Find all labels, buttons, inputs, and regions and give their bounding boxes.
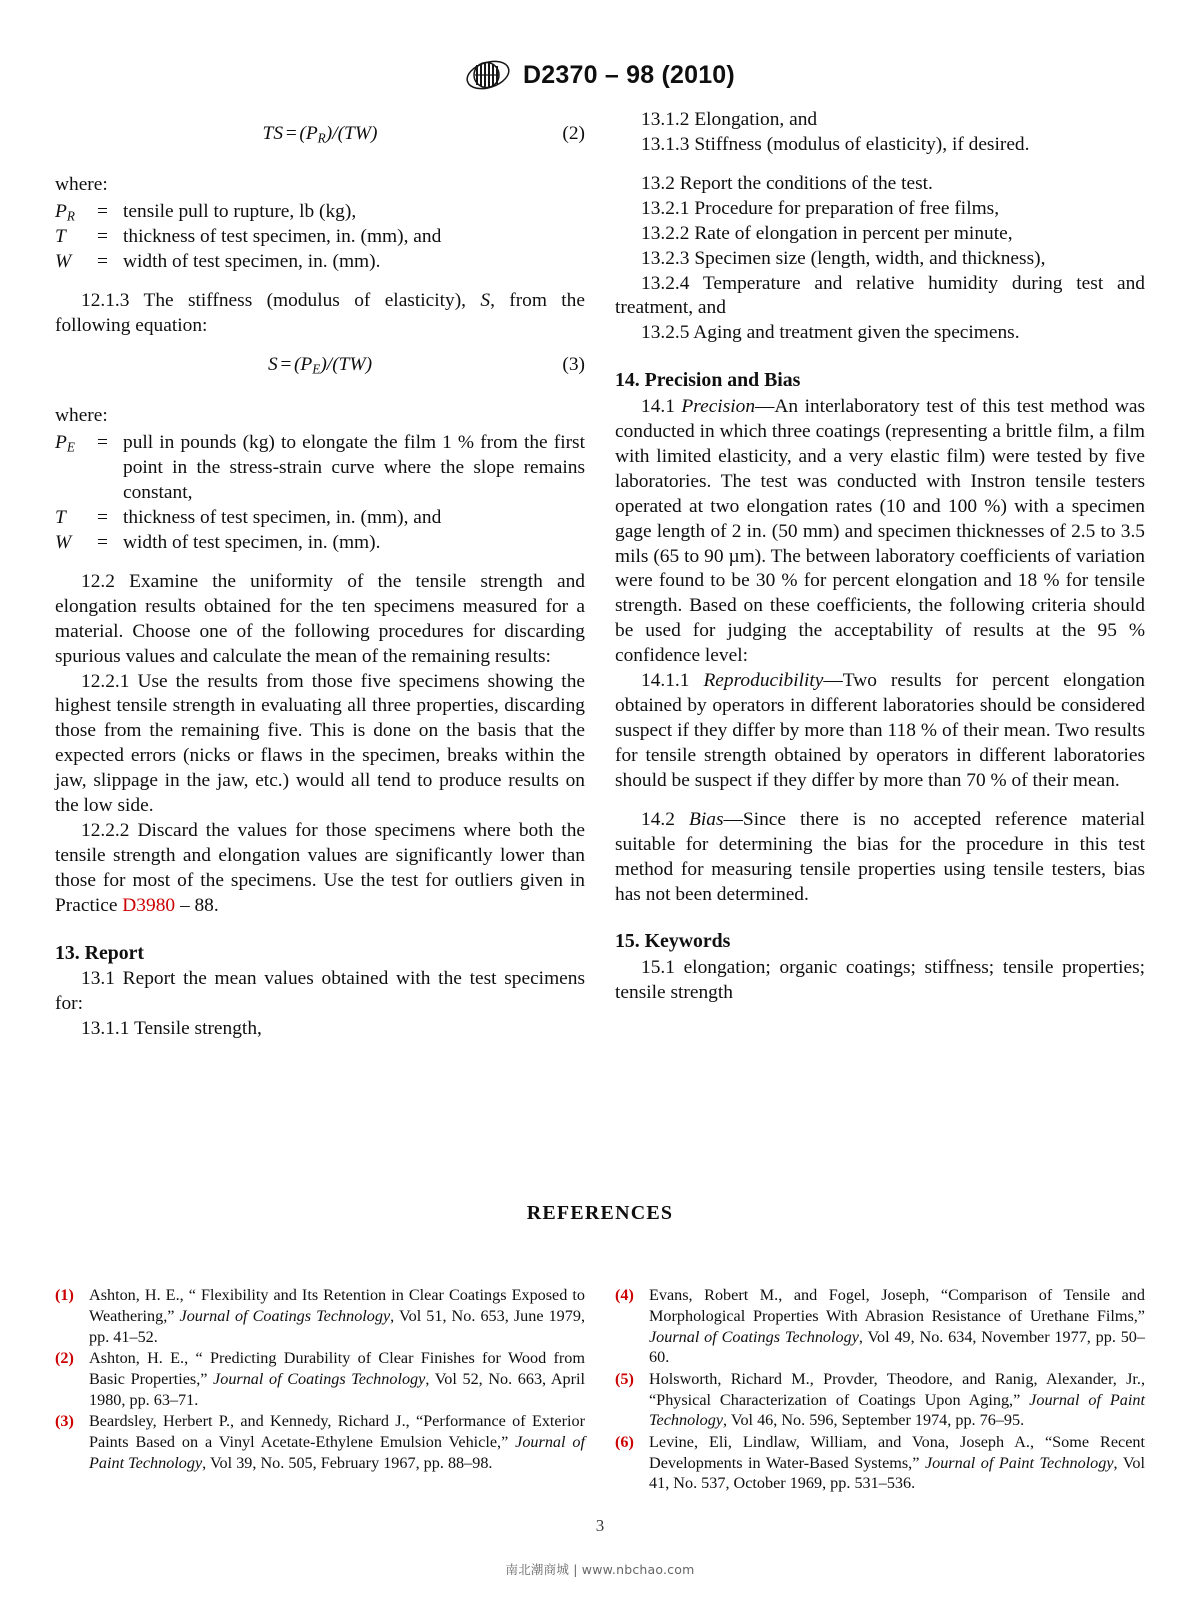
paragraph-14-1-1-term: Reproducibility — [703, 670, 824, 692]
reference-text-run: , Vol 49, No. 634, November 1977, pp. 50–60. — [649, 1327, 1145, 1367]
reference-number[interactable]: (4) — [615, 1286, 634, 1305]
reference-text-run: Evans, Robert M., and Fogel, Joseph, “Comparison of Tensile and Morphological Properties With Abrasion Resistance of Urethane Films,” — [649, 1286, 1145, 1325]
astm-logo-icon — [465, 58, 511, 92]
definition-row — [55, 250, 585, 275]
reference-journal-title: Journal of Coatings Technology — [649, 1327, 859, 1346]
reference-text — [649, 1432, 1145, 1494]
definition-text: thickness of test specimen, in. (mm), and — [123, 507, 442, 528]
paragraph-14-1 — [615, 395, 1145, 669]
left-column — [55, 108, 585, 1042]
right-column — [615, 108, 1145, 1042]
definition-row — [55, 506, 585, 531]
where-label-1: where: — [55, 174, 108, 196]
reference-journal-title: Journal of Coatings Technology — [213, 1369, 426, 1388]
watermark-footer: 南北潮商城 | www.nbchao.com — [505, 1562, 695, 1577]
reference-text-run: , Vol 51, No. 653, June 1979, pp. 41–52. — [89, 1306, 586, 1346]
paragraph-14-1-body: —An interlaboratory test of this test method was conducted in which three coatings (representing a brittle film, a film with limited elasticity, and a very elastic film) were tested by five laboratories. The test was conducted with Instron tensile testers operated at two elongation rates (10 and 100 %) with a specimen gage length of 2 in. (50 mm) and specimen thicknesses of 2.5 to 3.5 mils (65 to 90 µm). The between laboratory coefficients of variation were found to be 30 % for percent elongation and 18 % for tensile strength. Based on these coefficients, the following criteria should be used for judging the acceptability of results at the 95 % confidence level: — [615, 396, 1146, 667]
reference-text — [89, 1348, 585, 1410]
definition-equals: = — [97, 251, 108, 273]
reference-number[interactable]: (1) — [55, 1286, 74, 1305]
reference-item — [615, 1285, 1145, 1368]
reference-journal-title: Journal of Paint Technology — [924, 1453, 1114, 1472]
definition-symbol: T — [55, 226, 66, 248]
reference-text-run: Ashton, H. E., “ Flexibility and Its Retention in Clear Coatings Exposed to Weathering,” — [89, 1286, 585, 1325]
heading-15-keywords: 15. Keywords — [615, 930, 731, 953]
paragraph-12-2-2-text: 12.2.2 Discard the values for those specimens where both the tensile strength and elongation values are significantly lower than those for most of the specimens. Use the test for outliers given in Practice — [55, 820, 585, 916]
reference-number[interactable]: (5) — [615, 1369, 634, 1388]
definition-symbol: W — [55, 251, 72, 273]
reference-text-run: Ashton, H. E., “ Predicting Durability of Clear Finishes for Wood from Basic Properties,” — [89, 1349, 585, 1388]
page-title: D2370 – 98 (2010) — [523, 60, 735, 89]
paragraph-13-2: 13.2 Report the conditions of the test. — [641, 172, 933, 194]
paragraph-12-2-2 — [55, 819, 585, 919]
reference-item — [55, 1411, 585, 1473]
equation-3-body: S = $(P_E)/(TW)$ — [267, 354, 373, 377]
paragraph-13-1-2: 13.1.2 Elongation, and — [641, 109, 818, 130]
paragraph-12-2: 12.2 Examine the uniformity of the tensile strength and elongation results obtained for the ten specimens measured for a material. Choose one of the following procedures for discarding spurious values and calculate the mean of the remaining results: — [55, 570, 585, 667]
reference-text-run: , Vol 39, No. 505, February 1967, pp. 88–98. — [202, 1453, 493, 1472]
reference-text-run: Beardsley, Herbert P., and Kennedy, Richard J., “Performance of Exterior Paints Based on a Vinyl Acetate-Ethylene Emulsion Vehicle,” — [89, 1412, 585, 1451]
definition-text: thickness of test specimen, in. (mm), and — [123, 226, 442, 248]
paragraph-14-1-1-body: —Two results for percent elongation obtained by operators in different laboratories should be considered suspect if they differ by more than 118 % of their mean. Two results for tensile strength obtained by operators in different laboratories should be suspect if they differ by more than 70 % of their mean. — [615, 670, 1145, 791]
reference-journal-title: Journal of Coatings Technology — [179, 1306, 391, 1325]
paragraph-14-1-1-number: 14.1.1 — [641, 670, 704, 692]
paragraph-15-1: 15.1 elongation; organic coatings; stiffness; tensile properties; tensile strength — [615, 957, 1145, 1004]
page-number: 3 — [595, 1516, 605, 1535]
reference-item — [55, 1348, 585, 1410]
where-label-2: where: — [55, 405, 108, 427]
definition-text: width of test specimen, in. (mm). — [123, 531, 381, 553]
reference-text-run: , Vol 52, No. 663, April 1980, pp. 63–71. — [89, 1369, 585, 1409]
definition-symbol: W — [55, 531, 72, 553]
definition-row — [55, 225, 585, 250]
heading-14-precision-and-bias: 14. Precision and Bias — [615, 369, 801, 392]
reference-text — [649, 1285, 1145, 1368]
equation-3 — [55, 353, 585, 378]
paragraph-13-1: 13.1 Report the mean values obtained with the test specimens for: — [55, 968, 585, 1015]
reference-text — [89, 1285, 585, 1347]
reference-item — [55, 1285, 585, 1347]
definition-equals: = — [97, 531, 108, 553]
reference-text-run: Holsworth, Richard M., Provder, Theodore, and Ranig, Alexander, Jr., “Physical Characterization of Coatings Upon Aging,” — [649, 1369, 1145, 1409]
definition-list-2 — [55, 431, 585, 556]
paragraph-13-2-5: 13.2.5 Aging and treatment given the specimens. — [641, 322, 1020, 344]
paragraph-14-2-number: 14.2 — [641, 808, 690, 830]
equation-2 — [55, 122, 585, 147]
paragraph-13-2-1: 13.2.1 Procedure for preparation of free films, — [641, 197, 1000, 219]
standard-reference-link[interactable]: D3980 — [122, 894, 176, 916]
definition-equals: = — [97, 226, 108, 248]
paragraph-12-2-2-suffix: – 88. — [175, 894, 219, 916]
reference-number[interactable]: (6) — [615, 1432, 634, 1451]
definition-symbol: $P_R$ — [55, 201, 75, 224]
definition-text: pull in pounds (kg) to elongate the film 1 % from the first point in the stress-strain curve where the slope remains constant, — [123, 432, 585, 504]
reference-text — [649, 1369, 1145, 1431]
reference-journal-title: Journal of Paint Technology — [649, 1390, 1145, 1430]
heading-13-report: 13. Report — [55, 941, 144, 964]
paragraph-14-1-number: 14.1 — [641, 396, 682, 418]
reference-text-run: , Vol 41, No. 537, October 1969, pp. 531–536. — [649, 1453, 1146, 1493]
definition-text: width of test specimen, in. (mm). — [123, 251, 381, 273]
paragraph-12-2-1: 12.2.1 Use the results from those five specimens showing the highest tensile strength in evaluating all three properties, discarding those from the remaining five. This is done on the basis that the expected errors (nicks or flaws in the specimen, breaks within the jaw, slippage in the jaw, etc.) would all tend to produce results on the low side. — [55, 670, 585, 817]
references-left-column — [55, 1285, 585, 1495]
reference-number[interactable]: (3) — [55, 1412, 74, 1431]
reference-item — [615, 1369, 1145, 1431]
definition-row — [55, 431, 585, 506]
paragraph-14-1-1 — [615, 669, 1145, 794]
definition-text: tensile pull to rupture, lb (kg), — [123, 201, 357, 223]
paragraph-13-1-1: 13.1.1 Tensile strength, — [81, 1018, 262, 1040]
reference-text-run: Levine, Eli, Lindlaw, William, and Vona, Joseph A., “Some Recent Developments in Water-Based Systems,” — [649, 1432, 1145, 1472]
reference-text — [89, 1411, 585, 1473]
references-columns — [0, 1285, 1200, 1495]
equation-3-number: (3) — [562, 354, 585, 376]
definition-row — [55, 531, 585, 556]
reference-number[interactable]: (2) — [55, 1349, 74, 1368]
definition-equals: = — [97, 201, 108, 223]
paragraph-14-2-body: —Since there is no accepted reference material suitable for determining the bias for the procedure in this test method for measuring tensile properties using tensile testers, bias has not been determined. — [615, 808, 1145, 905]
definition-equals: = — [97, 432, 108, 454]
paragraph-14-2-term: Bias — [689, 808, 724, 830]
paragraph-14-1-term: Precision — [681, 396, 756, 418]
definition-equals: = — [97, 507, 108, 528]
paragraph-12-1-3: 12.1.3 The stiffness (modulus of elasticity), S, from the following equation: — [55, 290, 585, 337]
paragraph-13-2-2: 13.2.2 Rate of elongation in percent per minute, — [641, 222, 1013, 244]
definition-symbol: $P_E$ — [55, 432, 75, 455]
reference-text-run: , Vol 46, No. 596, September 1974, pp. 76–95. — [723, 1411, 1025, 1430]
body-columns — [0, 108, 1200, 1042]
paragraph-13-2-3: 13.2.3 Specimen size (length, width, and thickness), — [641, 247, 1046, 269]
references-right-column — [615, 1285, 1145, 1495]
paragraph-13-2-4: 13.2.4 Temperature and relative humidity during test and treatment, and — [615, 272, 1145, 319]
definition-symbol: T — [55, 507, 66, 528]
equation-2-number: (2) — [562, 123, 585, 144]
document-header — [0, 0, 1200, 102]
paragraph-14-2 — [615, 808, 1145, 908]
paragraph-13-1-3: 13.1.3 Stiffness (modulus of elasticity), if desired. — [641, 133, 1030, 155]
definition-row — [55, 200, 585, 225]
equation-2-body: TS = $(P_R)/(TW)$ — [262, 123, 378, 146]
reference-journal-title: Journal of Paint Technology — [89, 1432, 585, 1472]
reference-item — [615, 1432, 1145, 1494]
references-heading: REFERENCES — [526, 1202, 674, 1225]
definition-list-1 — [55, 200, 585, 275]
